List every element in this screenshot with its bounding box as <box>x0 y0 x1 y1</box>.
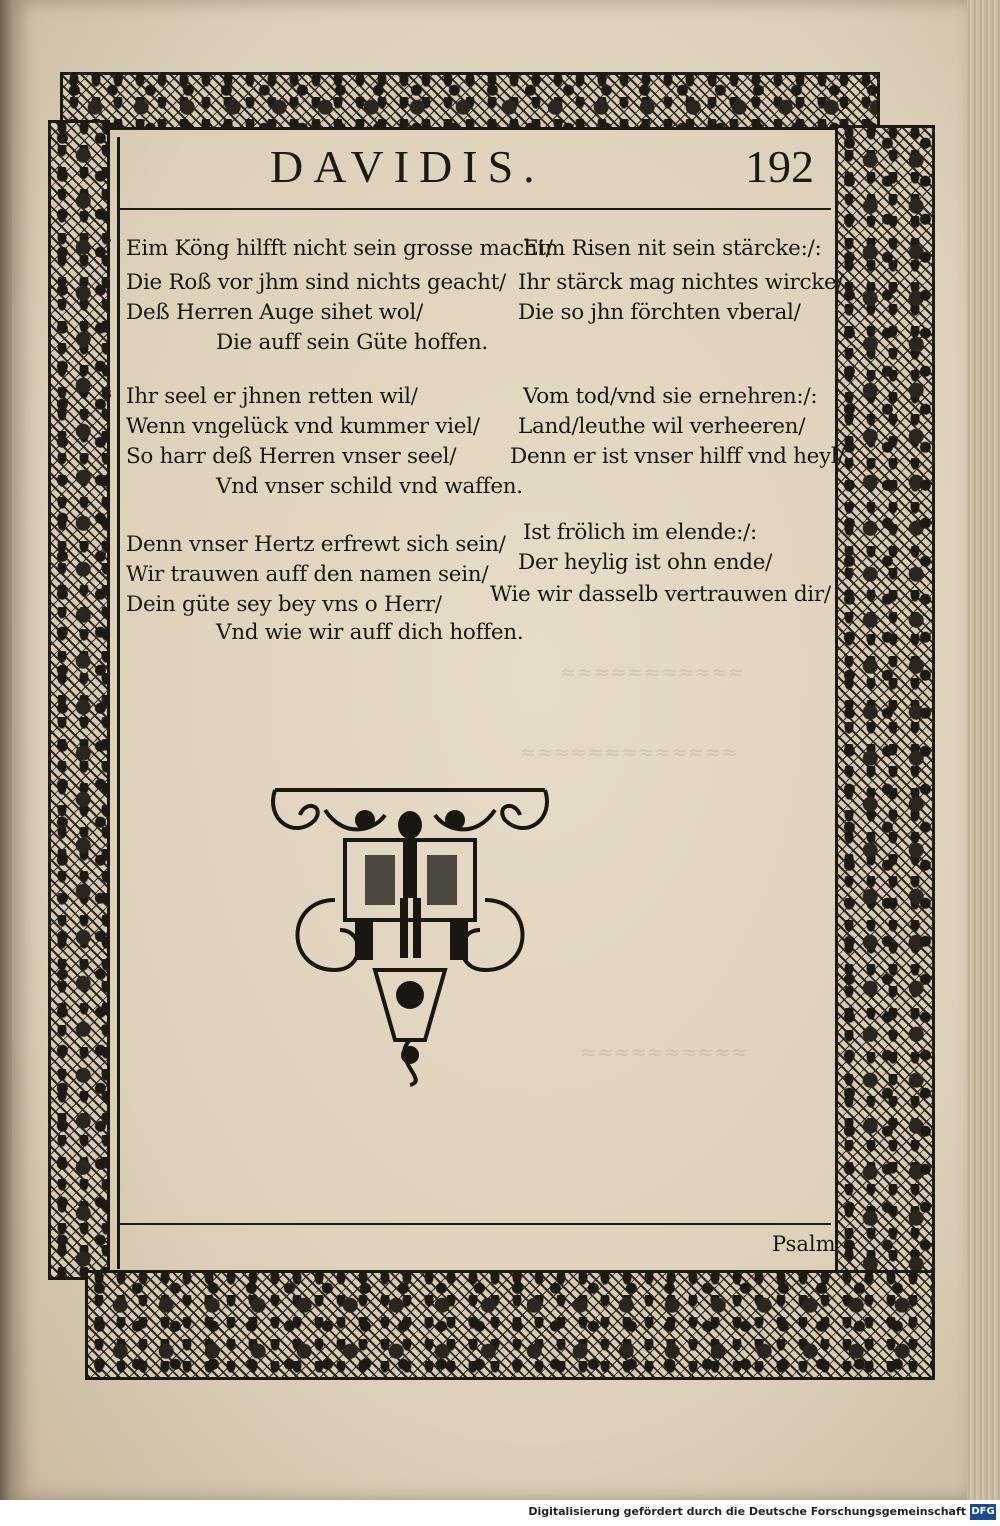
running-head: DAVIDIS. <box>270 141 545 192</box>
catchword: Psalm <box>772 1232 836 1256</box>
verse-line: Denn er ist vnser hilff vnd heyl/ <box>510 444 845 469</box>
header-rule <box>118 208 831 210</box>
footer-bar <box>0 1500 1000 1526</box>
dfg-logo: DFG <box>970 1504 996 1520</box>
verse-number: 9 <box>100 546 107 561</box>
verse-line: Die so jhn förchten vberal/ <box>518 300 801 325</box>
frame-rule-left <box>117 137 120 1269</box>
verse-line: Der heylig ist ohn ende/ <box>518 550 773 575</box>
verse-line: Dein güte sey bey vns o Herr/ <box>126 592 442 617</box>
show-through: ≈≈≈≈≈≈≈≈≈≈ <box>580 1040 748 1064</box>
verse-line: Eim Risen nit sein stärcke:/: <box>523 236 822 261</box>
verse-line: Land/leuthe wil verheeren/ <box>518 414 806 439</box>
verse-line: Die Roß vor jhm sind nichts geacht/ <box>126 270 506 295</box>
verse-line: Ihr stärck mag nichtes wircke/ <box>518 270 844 295</box>
woodcut-border-bottom <box>85 1270 935 1380</box>
verse-line: Wenn vngelück vnd kummer viel/ <box>126 414 480 439</box>
woodcut-border-left <box>48 120 110 1280</box>
verse-line: Vom tod/vnd sie ernehren:/: <box>523 384 818 409</box>
verse-number: 8 <box>105 386 112 401</box>
verse-line: Ist frölich im elende:/: <box>523 520 757 545</box>
footer-rule <box>118 1223 831 1225</box>
ornament-tailpiece <box>265 780 555 1090</box>
verse-line: Denn vnser Hertz erfrewt sich sein/ <box>126 532 506 557</box>
verse-line: Wie wir dasselb vertrauwen dir/ <box>490 582 831 607</box>
verse-number: 7 <box>105 236 112 251</box>
verse-line: Wir trauwen auff den namen sein/ <box>126 562 489 587</box>
verse-line: So harr deß Herren vnser seel/ <box>126 444 457 469</box>
woodcut-border-right <box>835 125 935 1285</box>
verse-line: Vnd wie wir auff dich hoffen. <box>216 620 524 645</box>
woodcut-border-top <box>60 72 880 130</box>
verse-line: Ihr seel er jhnen retten wil/ <box>126 384 418 409</box>
footer-credit: Digitalisierung gefördert durch die Deutsche Forschungsgemeinschaft <box>528 1505 966 1518</box>
page-number: 192 <box>745 141 814 192</box>
verse-line: Eim Köng hilfft nicht sein grosse macht/ <box>126 236 553 261</box>
show-through: ≈≈≈≈≈≈≈≈≈≈≈≈≈ <box>520 740 738 764</box>
verse-line: Vnd vnser schild vnd waffen. <box>216 474 523 499</box>
verse-line: Deß Herren Auge sihet wol/ <box>126 300 423 325</box>
show-through: ≈≈≈≈≈≈≈≈≈≈≈ <box>560 660 745 684</box>
verse-line: Die auff sein Güte hoffen. <box>216 330 488 355</box>
